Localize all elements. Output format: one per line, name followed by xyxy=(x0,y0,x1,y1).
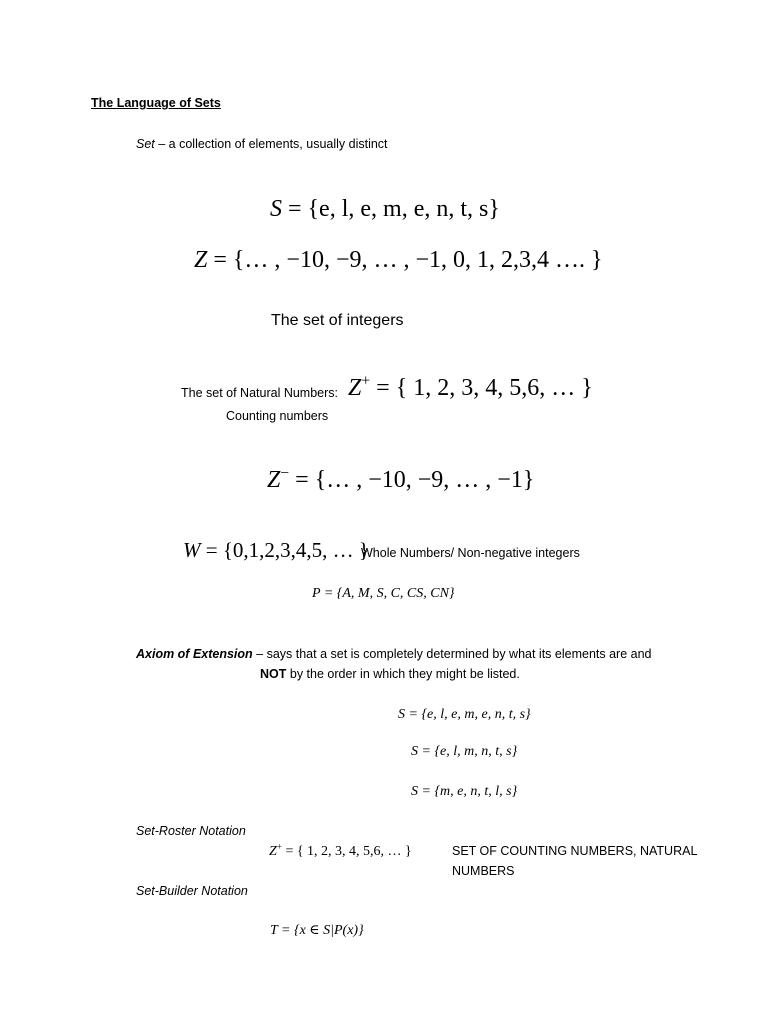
extension-equation-1: S = {e, l, e, m, e, n, t, s} xyxy=(398,707,531,722)
equation-zplus-sup: + xyxy=(361,372,371,390)
set-definition xyxy=(136,138,388,151)
axiom-line-2 xyxy=(260,668,520,681)
axiom-text: – says that a set is completely determined by what its elements are and xyxy=(252,647,652,661)
equation-zminus xyxy=(267,464,535,493)
integers-caption: The set of integers xyxy=(271,312,404,329)
roster-equation-rhs: = { 1, 2, 3, 4, 5,6, … } xyxy=(281,844,412,859)
set-term: Set xyxy=(136,137,155,151)
equation-w-var: W xyxy=(183,538,201,562)
axiom-not: NOT xyxy=(260,667,287,681)
equation-w xyxy=(183,540,369,561)
counting-numbers-label: Counting numbers xyxy=(226,409,329,423)
axiom-term: Axiom of Extension xyxy=(136,647,253,661)
equation-zminus-sup: − xyxy=(280,464,290,482)
axiom-line-1 xyxy=(136,648,652,661)
roster-equation xyxy=(269,841,412,859)
extension-equation-2: S = {e, l, m, n, t, s} xyxy=(411,744,518,759)
roster-description-1: SET OF COUNTING NUMBERS, NATURAL xyxy=(452,844,698,858)
equation-s-var: S xyxy=(270,196,282,222)
equation-p-rhs: = {A, M, S, C, CS, CN} xyxy=(320,586,455,601)
equation-zminus-rhs: = {… , −10, −9, … , −1} xyxy=(289,467,535,493)
equation-w-rhs: = {0,1,2,3,4,5, … } xyxy=(200,538,370,562)
axiom-text-2: by the order in which they might be listed. xyxy=(286,667,520,681)
equation-zplus xyxy=(348,372,593,401)
natural-numbers-label: The set of Natural Numbers: xyxy=(181,386,339,400)
whole-numbers-note: Whole Numbers/ Non-negative integers xyxy=(361,546,580,560)
equation-s xyxy=(270,197,500,221)
set-definition-text: – a collection of elements, usually distinct xyxy=(154,137,388,151)
builder-equation: T = {x ∈ S|P(x)} xyxy=(270,923,364,938)
equation-zplus-var: Z xyxy=(348,375,362,401)
equation-s-rhs: = {e, l, e, m, e, n, t, s} xyxy=(282,196,500,222)
roster-equation-sup: + xyxy=(276,841,282,852)
equation-z-rhs: = {… , −10, −9, … , −1, 0, 1, 2,3,4 …. } xyxy=(207,247,603,273)
extension-equation-3: S = {m, e, n, t, l, s} xyxy=(411,784,518,799)
roster-label: Set-Roster Notation xyxy=(136,824,246,838)
equation-z-var: Z xyxy=(194,247,208,273)
builder-label: Set-Builder Notation xyxy=(136,884,248,898)
equation-p-var: P xyxy=(312,586,321,601)
equation-zminus-var: Z xyxy=(267,467,281,493)
equation-z xyxy=(194,248,603,272)
page-title: The Language of Sets xyxy=(91,96,221,110)
equation-p xyxy=(312,587,455,601)
equation-zplus-rhs: = { 1, 2, 3, 4, 5,6, … } xyxy=(370,375,593,401)
roster-equation-var: Z xyxy=(269,844,277,859)
roster-description-2: NUMBERS xyxy=(452,864,515,878)
